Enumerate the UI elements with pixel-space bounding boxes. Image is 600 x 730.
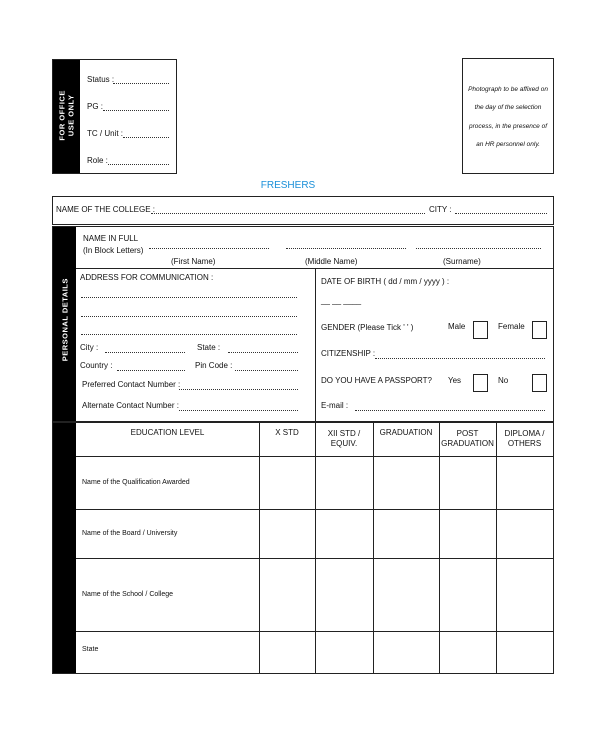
education-col-line-5 <box>496 423 497 673</box>
education-header-divider <box>76 456 553 457</box>
alternate-contact-field[interactable] <box>179 410 298 411</box>
education-col-line-2 <box>315 423 316 673</box>
row-board-university: Name of the Board / University <box>82 530 178 537</box>
role-label: Role : <box>87 156 108 165</box>
education-table <box>52 422 554 674</box>
dob-label: DATE OF BIRTH ( dd / mm / yyyy ) : <box>321 277 450 286</box>
country-field[interactable] <box>117 370 185 371</box>
office-use-box <box>52 59 177 174</box>
tc-unit-field[interactable] <box>123 137 169 138</box>
address-line-2[interactable] <box>81 316 297 317</box>
male-checkbox[interactable] <box>473 321 488 339</box>
personal-column-divider <box>315 268 316 421</box>
pg-field[interactable] <box>103 110 169 111</box>
pg-label: PG : <box>87 102 104 111</box>
header-xii-std: XII STD / EQUIV. <box>327 429 361 448</box>
education-col-line-3 <box>373 423 374 673</box>
header-post-graduation: POST GRADUATION <box>441 429 494 448</box>
tc-unit-label: TC / Unit : <box>87 129 124 138</box>
education-row-divider-2 <box>76 558 553 559</box>
education-col-line-4 <box>439 423 440 673</box>
passport-yes-label: Yes <box>448 376 462 385</box>
address-line-3[interactable] <box>81 334 297 335</box>
photo-line-1: Photograph to be affixed on <box>468 86 548 93</box>
row-qualification-awarded: Name of the Qualification Awarded <box>82 479 190 486</box>
personal-details-section <box>52 226 554 422</box>
education-side-bar <box>53 423 76 673</box>
photo-line-2: the day of the selection <box>474 104 542 111</box>
citizenship-label: CITIZENSHIP : <box>321 349 376 358</box>
row-school-college: Name of the School / College <box>82 591 174 598</box>
header-education-level: EDUCATION LEVEL <box>130 428 205 437</box>
college-label: NAME OF THE COLLEGE : <box>56 205 155 214</box>
role-field[interactable] <box>108 164 169 165</box>
passport-no-label: No <box>498 376 509 385</box>
passport-label: DO YOU HAVE A PASSPORT? <box>321 376 433 385</box>
college-row <box>52 196 554 225</box>
address-label: ADDRESS FOR COMMUNICATION : <box>80 273 214 282</box>
male-label: Male <box>448 322 466 331</box>
first-name-field[interactable] <box>149 248 269 249</box>
surname-field[interactable] <box>416 248 541 249</box>
pin-code-field[interactable] <box>235 370 298 371</box>
header-graduation: GRADUATION <box>379 428 433 437</box>
city-label-personal: City : <box>80 343 99 352</box>
personal-side-bar <box>53 227 76 421</box>
education-col-line-1 <box>259 423 260 673</box>
office-use-label <box>58 71 77 159</box>
header-diploma-others: DIPLOMA / OTHERS <box>504 429 545 448</box>
college-field[interactable] <box>151 213 425 214</box>
office-label-line2: USE ONLY <box>67 94 76 137</box>
photo-line-4: an HR personnel only. <box>476 141 540 148</box>
surname-caption: (Surname) <box>443 257 481 266</box>
office-label-line1: FOR OFFICE <box>57 90 67 141</box>
college-city-field[interactable] <box>455 213 547 214</box>
state-label: State : <box>197 343 221 352</box>
middle-name-caption: (Middle Name) <box>305 257 358 266</box>
city-field[interactable] <box>105 352 185 353</box>
alternate-contact-label: Alternate Contact Number : <box>82 401 179 410</box>
photo-line-3: process, in the presence of <box>468 123 548 130</box>
first-name-caption: (First Name) <box>171 257 216 266</box>
education-row-divider-3 <box>76 631 553 632</box>
education-row-divider-1 <box>76 509 553 510</box>
status-field[interactable] <box>113 83 169 84</box>
status-label: Status : <box>87 75 115 84</box>
pin-code-label: Pin Code : <box>195 361 233 370</box>
middle-name-field[interactable] <box>286 248 406 249</box>
state-field[interactable] <box>228 352 298 353</box>
passport-no-checkbox[interactable] <box>532 374 547 392</box>
city-label: CITY : <box>429 205 452 214</box>
name-label-line2: (In Block Letters) <box>83 246 144 255</box>
dob-field[interactable]: __ __ ____ <box>321 296 362 305</box>
email-field[interactable] <box>355 410 545 411</box>
gender-label: GENDER (Please Tick ' ' ) <box>321 323 414 332</box>
header-x-std: X STD <box>275 428 299 437</box>
row-state: State <box>82 646 99 653</box>
country-label: Country : <box>80 361 113 370</box>
female-checkbox[interactable] <box>532 321 547 339</box>
office-use-side-bar <box>53 60 80 173</box>
citizenship-field[interactable] <box>375 358 545 359</box>
passport-yes-checkbox[interactable] <box>473 374 488 392</box>
email-label: E-mail : <box>321 401 349 410</box>
name-label-line1: NAME IN FULL <box>83 234 139 243</box>
form-title: FRESHERS <box>260 180 316 191</box>
preferred-contact-field[interactable] <box>179 389 298 390</box>
female-label: Female <box>498 322 525 331</box>
address-line-1[interactable] <box>81 297 297 298</box>
personal-details-label: PERSONAL DETAILS <box>60 278 70 362</box>
photo-box <box>462 58 554 174</box>
preferred-contact-label: Preferred Contact Number : <box>82 380 181 389</box>
